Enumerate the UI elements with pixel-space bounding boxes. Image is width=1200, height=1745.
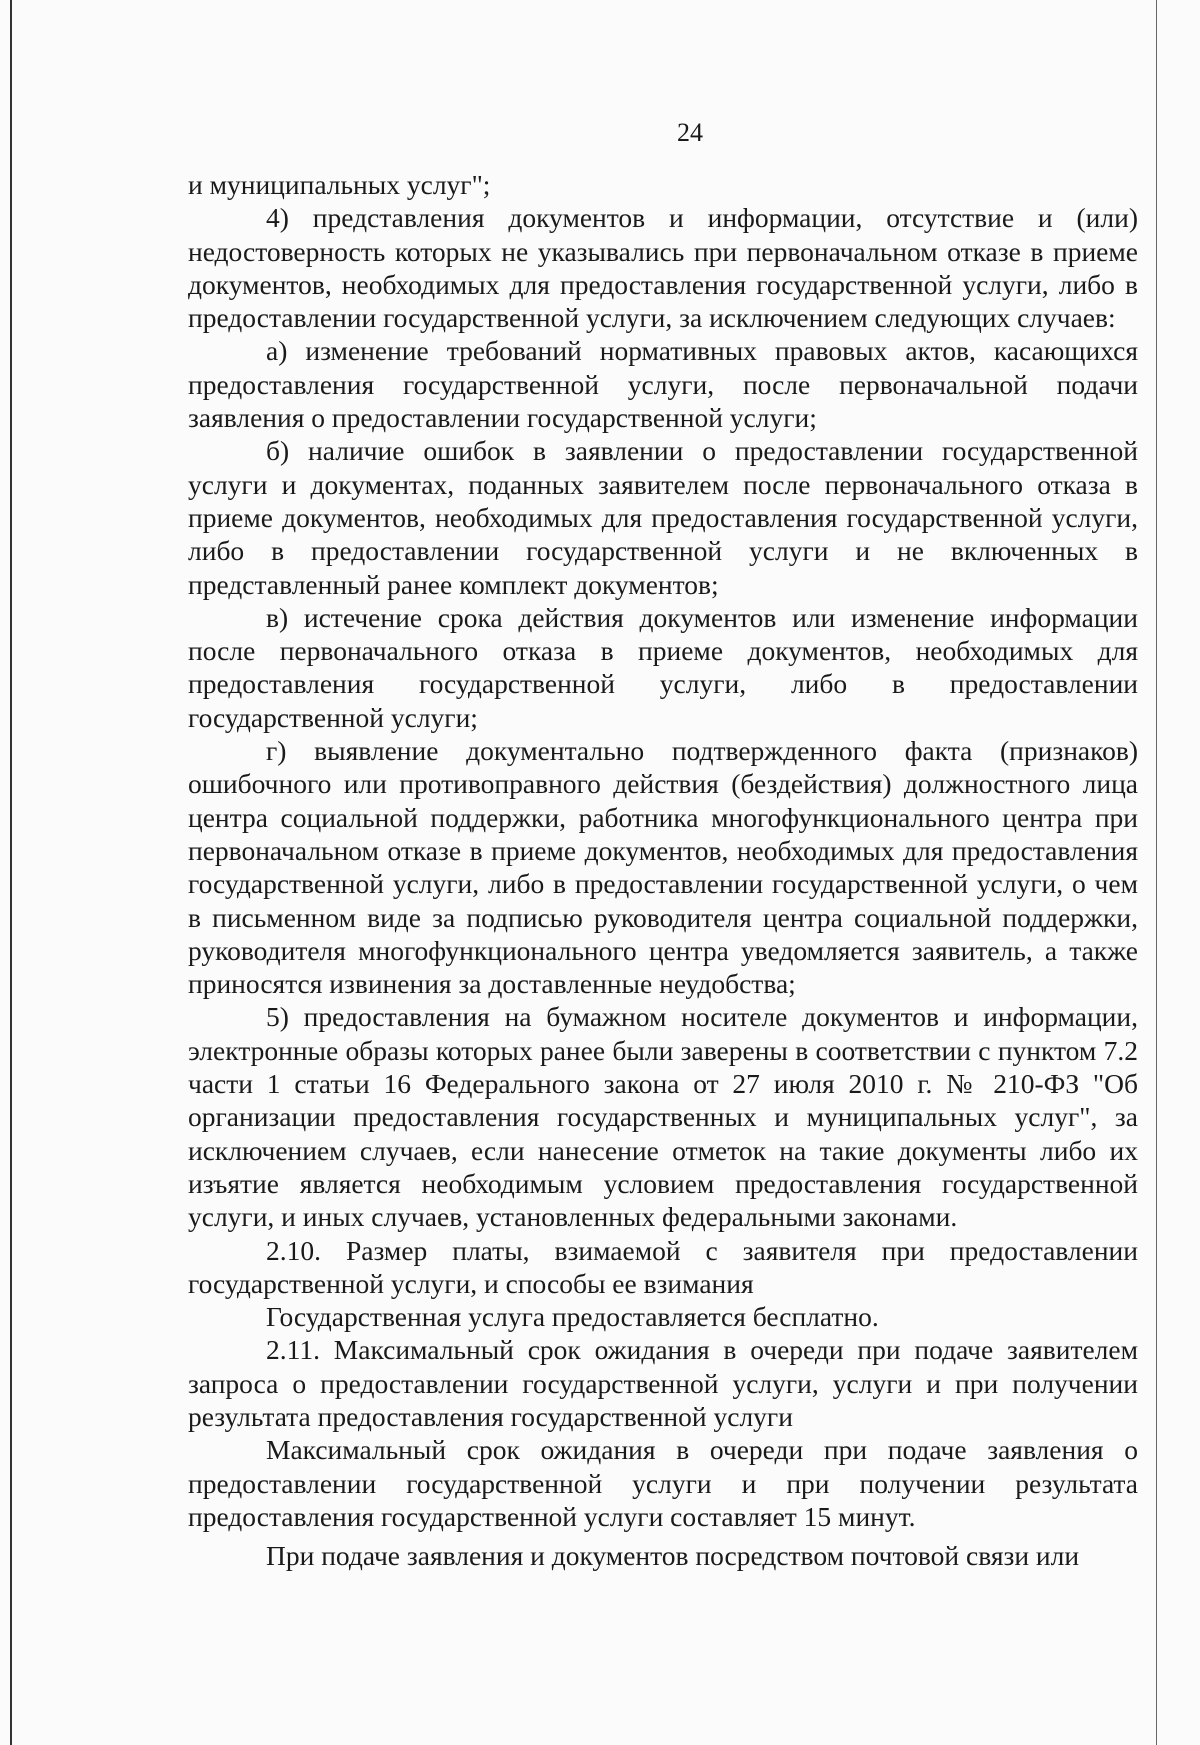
paragraph-continuation: и муниципальных услуг"; [188, 169, 491, 200]
document-body [188, 168, 1138, 1572]
paragraph-subitem-b: б) наличие ошибок в заявлении о предоставлении государственной услуги и документах, поданных заявителем после первоначального отказа в приеме документов, необходимых для предоставления государственной услуги, либо в предоставлении государственной услуги и не включенных в представленный ранее комплект документов; [188, 435, 1138, 600]
section-heading-2-11: 2.11. Максимальный срок ожидания в очереди при подаче заявителем запроса о предоставлении государственной услуги, услуги и при получении результата предоставления государственной услуги [188, 1334, 1138, 1432]
paragraph-item-4: 4) представления документов и информации, отсутствие и (или) недостоверность которых не указывались при первоначальном отказе в приеме документов, необходимых для предоставления государственной услуги, либо в предоставлении государственной услуги, за исключением следующих случаев: [188, 202, 1138, 334]
paragraph-free-of-charge: Государственная услуга предоставляется бесплатно. [266, 1301, 879, 1333]
scan-edge-left [10, 0, 12, 1745]
page-number: 24 [677, 118, 703, 147]
paragraph-subitem-v: в) истечение срока действия документов или изменение информации после первоначального отказа в приеме документов, необходимых для предоставления государственной услуги, либо в предоставлении государственной услуги; [188, 601, 1138, 733]
paragraph-item-5: 5) предоставления на бумажном носителе документов и информации, электронные образы которых ранее были заверены в соответствии с пунктом 7.2 части 1 статьи 16 Федерального закона от 27 июля 2010 г. № 210-ФЗ "Об организации предоставления государственных и муниципальных услуг", за исключением случаев, если нанесение отметок на такие документы либо их изъятие является необходимым условием предоставления государственной услуги, и иных случаев, установленных федеральными законами. [188, 1001, 1138, 1233]
paragraph-subitem-a: а) изменение требований нормативных правовых актов, касающихся предоставления государственной услуги, после первоначальной подачи заявления о предоставлении государственной услуги; [188, 335, 1138, 434]
paragraph-waiting-time: Максимальный срок ожидания в очереди при подаче заявления о предоставлении государственной услуги и при получении результата предоставления государственной услуги составляет 15 минут. [188, 1434, 1138, 1532]
paragraph-postal-submission: При подаче заявления и документов посредством почтовой связи или [266, 1540, 1080, 1572]
section-heading-2-10: 2.10. Размер платы, взимаемой с заявителя при предоставлении государственной услуги, и способы ее взимания [188, 1234, 1138, 1299]
scan-edge-right [1156, 0, 1157, 1745]
paragraph-subitem-g: г) выявление документально подтвержденного факта (признаков) ошибочного или противоправного действия (бездействия) должностного лица центра социальной поддержки, работника многофункционального центра при первоначальном отказе в приеме документов, необходимых для предоставления государственной услуги, либо в предоставлении государственной услуги, о чем в письменном виде за подписью руководителя центра социальной поддержки, руководителя многофункционального центра уведомляется заявитель, а также приносятся извинения за доставленные неудобства; [188, 735, 1138, 1000]
